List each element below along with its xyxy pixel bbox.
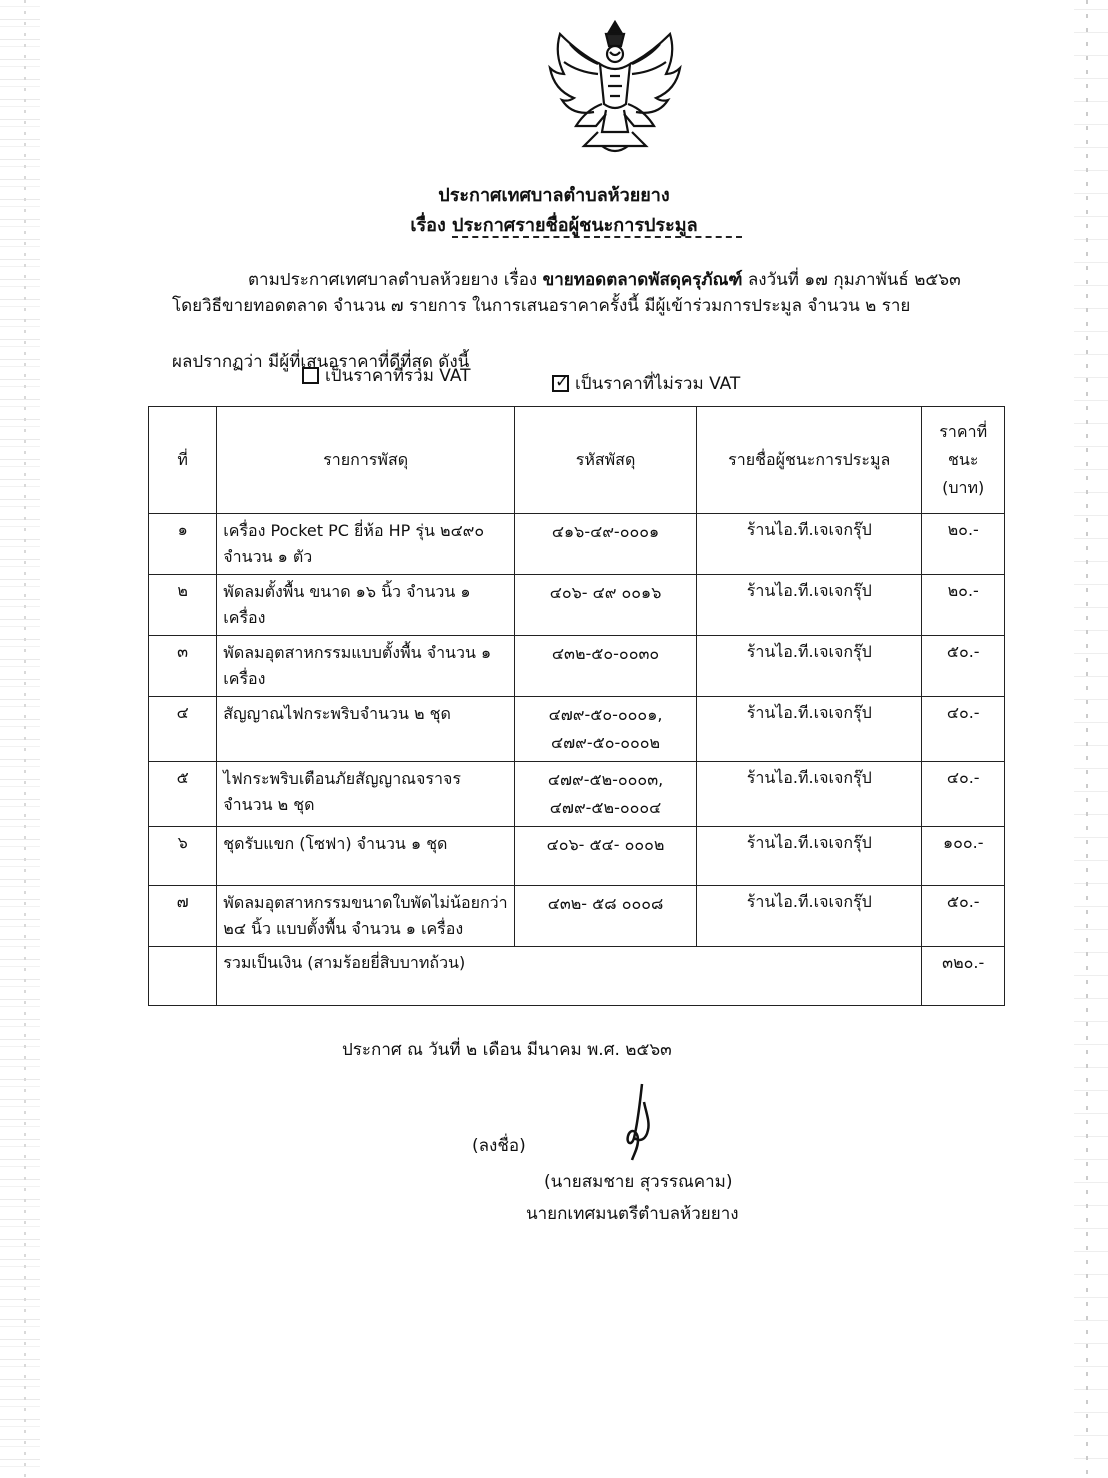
row-winner: ร้านไอ.ที.เจเจกรุ๊ป bbox=[697, 827, 922, 886]
row-item: ชุดรับแขก (โซฟา) จำนวน ๑ ชุด bbox=[217, 827, 515, 886]
body-line-1-subject: ขายทอดตลาดพัสดุครุภัณฑ์ bbox=[542, 270, 743, 290]
header-item: รายการพัสดุ bbox=[217, 407, 515, 514]
row-no: ๓ bbox=[149, 636, 217, 697]
row-winner: ร้านไอ.ที.เจเจกรุ๊ป bbox=[697, 514, 922, 575]
header-winner: รายชื่อผู้ชนะการประมูล bbox=[697, 407, 922, 514]
row-item: เครื่อง Pocket PC ยี่ห้อ HP รุ่น ๒๔๙๐ จำนวน ๑ ตัว bbox=[217, 514, 515, 575]
title-divider bbox=[452, 236, 742, 238]
row-price: ๒๐.- bbox=[922, 575, 1005, 636]
body-line-1 bbox=[248, 266, 961, 293]
table-row bbox=[149, 886, 1005, 947]
org-title: ประกาศเทศบาลตำบลห้วยยาง bbox=[438, 185, 670, 206]
row-code bbox=[514, 514, 696, 575]
winners-table bbox=[148, 406, 1005, 1006]
header-price-line-3: (บาท) bbox=[942, 478, 985, 497]
row-winner: ร้านไอ.ที.เจเจกรุ๊ป bbox=[697, 697, 922, 762]
table-row bbox=[149, 636, 1005, 697]
table-row bbox=[149, 514, 1005, 575]
option-include-vat[interactable] bbox=[302, 362, 471, 389]
body-line-2: โดยวิธีขายทอดตลาด จำนวน ๗ รายการ ในการเสนอราคาครั้งนี้ มีผู้เข้าร่วมการประมูล จำนวน ๒ ราย bbox=[172, 296, 911, 316]
row-no: ๑ bbox=[149, 514, 217, 575]
checkbox-unchecked-icon[interactable] bbox=[302, 367, 319, 384]
row-code-line-1: ๔๓๒- ๕๘ ๐๐๐๘ bbox=[547, 894, 664, 913]
row-winner: ร้านไอ.ที.เจเจกรุ๊ป bbox=[697, 636, 922, 697]
body-line-3: ผลปรากฏว่า มีผู้ที่เสนอราคาที่ดีที่สุด ดังนี้ bbox=[172, 352, 470, 372]
table-row bbox=[149, 827, 1005, 886]
row-code-line-1: ๔๓๒-๕๐-๐๐๓๐ bbox=[551, 644, 660, 663]
row-code bbox=[514, 827, 696, 886]
total-label: รวมเป็นเงิน (สามร้อยยี่สิบบาทถ้วน) bbox=[217, 947, 922, 1006]
table-header-row bbox=[149, 407, 1005, 514]
row-no: ๗ bbox=[149, 886, 217, 947]
row-price: ๔๐.- bbox=[922, 697, 1005, 762]
checkbox-checked-icon[interactable] bbox=[552, 375, 569, 392]
row-code-line-1: ๔๐๖- ๔๙ ๐๐๑๖ bbox=[549, 583, 662, 602]
signature-icon bbox=[612, 1082, 662, 1162]
row-code bbox=[514, 886, 696, 947]
table-row bbox=[149, 762, 1005, 827]
header-code: รหัสพัสดุ bbox=[514, 407, 696, 514]
row-item: สัญญาณไฟกระพริบจำนวน ๒ ชุด bbox=[217, 697, 515, 762]
row-winner: ร้านไอ.ที.เจเจกรุ๊ป bbox=[697, 886, 922, 947]
row-code-line-1: ๔๐๖- ๕๔- ๐๐๐๒ bbox=[546, 835, 665, 854]
row-price: ๕๐.- bbox=[922, 886, 1005, 947]
row-code bbox=[514, 636, 696, 697]
option-include-vat-label: เป็นราคาที่รวม VAT bbox=[325, 366, 471, 386]
row-no: ๒ bbox=[149, 575, 217, 636]
row-code bbox=[514, 762, 696, 827]
subject-title: เรื่อง ประกาศรายชื่อผู้ชนะการประมูล bbox=[410, 215, 698, 236]
option-exclude-vat-label: เป็นราคาที่ไม่รวม VAT bbox=[575, 374, 741, 394]
signer-position: นายกเทศมนตรีตำบลห้วยยาง bbox=[526, 1204, 739, 1224]
row-code bbox=[514, 575, 696, 636]
row-code-line-1: ๔๑๖-๔๙-๐๐๐๑ bbox=[551, 522, 660, 541]
header-price bbox=[922, 407, 1005, 514]
table-row bbox=[149, 697, 1005, 762]
table-total-row bbox=[149, 947, 1005, 1006]
header-no: ที่ bbox=[149, 407, 217, 514]
row-price: ๒๐.- bbox=[922, 514, 1005, 575]
header-price-line-1: ราคาที่ bbox=[939, 422, 988, 441]
signer-name: (นายสมชาย สุวรรณคาม) bbox=[544, 1172, 733, 1192]
sign-label: (ลงชื่อ) bbox=[472, 1136, 526, 1156]
row-price: ๔๐.- bbox=[922, 762, 1005, 827]
row-no: ๔ bbox=[149, 697, 217, 762]
row-no: ๖ bbox=[149, 827, 217, 886]
row-price: ๕๐.- bbox=[922, 636, 1005, 697]
row-code-line-2: ๔๗๙-๕๒-๐๐๐๔ bbox=[549, 798, 662, 817]
row-item: พัดลมตั้งพื้น ขนาด ๑๖ นิ้ว จำนวน ๑ เครื่อง bbox=[217, 575, 515, 636]
total-spacer bbox=[149, 947, 217, 1006]
table-row bbox=[149, 575, 1005, 636]
body-line-1-start: ตามประกาศเทศบาลตำบลห้วยยาง เรื่อง bbox=[248, 270, 543, 290]
option-exclude-vat[interactable] bbox=[552, 370, 740, 397]
row-winner: ร้านไอ.ที.เจเจกรุ๊ป bbox=[697, 575, 922, 636]
row-code-line-2: ๔๗๙-๕๐-๐๐๐๒ bbox=[550, 733, 661, 752]
row-code-line-1: ๔๗๙-๕๐-๐๐๐๑, bbox=[548, 705, 663, 724]
row-code-line-1: ๔๗๙-๕๒-๐๐๐๓, bbox=[547, 770, 664, 789]
row-price: ๑๐๐.- bbox=[922, 827, 1005, 886]
garuda-emblem-icon bbox=[540, 14, 690, 164]
header-price-line-2: ชนะ bbox=[948, 450, 979, 469]
row-item: ไฟกระพริบเตือนภัยสัญญาณจราจร จำนวน ๒ ชุด bbox=[217, 762, 515, 827]
announcement-date: ประกาศ ณ วันที่ ๒ เดือน มีนาคม พ.ศ. ๒๕๖๓ bbox=[342, 1040, 672, 1060]
row-item: พัดลมอุตสาหกรรมแบบตั้งพื้น จำนวน ๑ เครื่อง bbox=[217, 636, 515, 697]
row-no: ๕ bbox=[149, 762, 217, 827]
total-value: ๓๒๐.- bbox=[922, 947, 1005, 1006]
row-item: พัดลมอุตสาหกรรมขนาดใบพัดไม่น้อยกว่า ๒๔ นิ้ว แบบตั้งพื้น จำนวน ๑ เครื่อง bbox=[217, 886, 515, 947]
row-winner: ร้านไอ.ที.เจเจกรุ๊ป bbox=[697, 762, 922, 827]
row-code bbox=[514, 697, 696, 762]
body-line-1-date: ลงวันที่ ๑๗ กุมภาพันธ์ ๒๕๖๓ bbox=[742, 270, 961, 290]
